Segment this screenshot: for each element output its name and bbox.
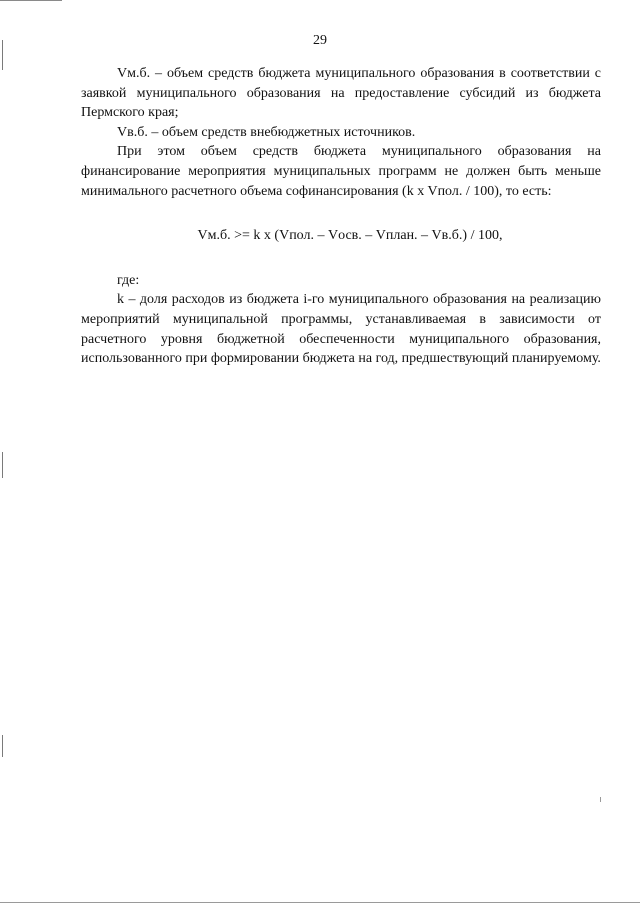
paragraph-vvb-definition: Vв.б. – объем средств внебюджетных источников. <box>117 124 416 140</box>
paragraph-cofinancing-condition: При этом объем средств бюджета муниципального образования на финансирование мероприятия муниципальных программ не должен быть меньше минимального расчетного объема софинансирования (k x Vпол. / 100), то есть: <box>81 144 601 199</box>
paragraph-k-definition: k – доля расходов из бюджета i-го муниципального образования на реализацию мероприятий муниципальной программы, устанавливаемая в зависимости от расчетного уровня бюджетной обеспеченности муниципального образования, использованного при формировании бюджета на год, предшествующий планируемому. <box>81 292 601 367</box>
scan-speck <box>600 797 601 802</box>
scan-edge-bottom <box>0 902 640 903</box>
document-body <box>81 64 601 369</box>
scan-edge-left <box>2 735 3 757</box>
scan-edge-left <box>2 452 3 478</box>
scan-edge-top <box>0 0 62 1</box>
where-label: где: <box>117 272 140 288</box>
paragraph-vmb-definition: Vм.б. – объем средств бюджета муниципального образования в соответствии с заявкой муниципального образования на предоставление субсидий из бюджета Пермского края; <box>81 66 601 121</box>
page-number: 29 <box>313 33 327 48</box>
formula: Vм.б. >= k x (Vпол. – Vосв. – Vплан. – Vв.б.) / 100, <box>197 228 503 244</box>
